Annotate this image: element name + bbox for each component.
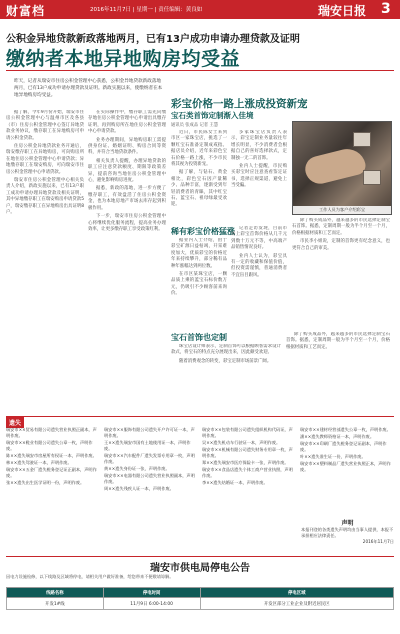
paragraph: 近日，市民陈女士来到市区一家珠宝店，挑选了一颗红宝石准备定制成戒指。据店员介绍，近年来彩色宝石价格一路上涨，不少市民将其视为投资新宠。 <box>171 130 227 168</box>
notice-item: 瑞安市××食品店遗失个体工商户营业执照，声明作废。 <box>202 467 293 478</box>
notice-item: 瑞安市××建材经营部遗失公章一枚，声明作废。 <box>300 427 391 432</box>
table-cell: 开发区部分工业企业及附近居民区 <box>200 598 394 610</box>
statement-box <box>301 521 394 550</box>
notice-item: 瑞安市××塑料制品厂遗失营业执照正本，声明作废。 <box>300 461 391 472</box>
article-lead: 昨天，记者从瑞安市住房公积金管理中心获悉，公积金异地贷款新政落地两月，已有13户成功申请办理贷款及证明。新政实施以来，使缴纳者在本地异地购房均受益。 <box>14 79 163 98</box>
table-header: 线路名称 <box>7 588 104 598</box>
power-outage-notice <box>6 556 394 631</box>
notice-item: 瑞安市××包装有限公司遗失组织机构代码证，声明作废。 <box>202 427 293 438</box>
paragraph: 住房公积金异地贷款业务开通后，瑞安缴存职工在异地购房，可向购房所在地住房公积金管理中心申请贷款；异地缴存职工在瑞安购房，可向瑞安市住房公积金管理中心申请贷款。 <box>6 144 84 175</box>
table-cell: 开发1#线 <box>7 598 104 610</box>
paragraph: 记者走访发现，目前市场上彩宝首饰价格从几千元到数十万元不等，中高端产品销售情况良好。 <box>231 226 287 251</box>
right-column-5 <box>292 218 390 328</box>
article-column-1 <box>6 110 84 410</box>
paragraph: 多家珠宝店负责人表示，彩宝定制业务量较往年增长明显，不少消费者会根据自己的喜好选择款式，定制独一无二的首饰。 <box>231 130 287 161</box>
paragraph: 除了购买成品外，越来越多的市民选择定制宝石首饰。据悉，定制周期一般为半个月至一个月，价格根据材质和工艺而定。 <box>292 218 390 236</box>
table-row <box>7 598 394 610</box>
outage-intro: 因电力设施检修，以下线路及区域将停电，请相关用户做好准备，给您带来不便敬请谅解。 <box>6 574 174 579</box>
paragraph: 据业内人士介绍，由于彩宝矿源日益枯竭，开采难度加大，优质彩宝的价格近年来持续攀升，部分稀有品种年涨幅达到两位数。 <box>171 238 227 269</box>
right-column-1 <box>171 130 227 220</box>
article-headline: 缴纳者本地异地购房均受益 <box>6 48 241 70</box>
right-column-6 <box>171 344 281 410</box>
right-column-4 <box>231 226 287 328</box>
paragraph: 在实际操作中，缴存职工需先向缴存地住房公积金管理中心申请出具缴存证明，再到购房所在地住房公积金管理中心申请贷款。 <box>88 110 166 135</box>
table-cell: 11月9日 6:00-14:00 <box>103 598 200 610</box>
paragraph: 瑞安市住房公积金管理中心相关负责人介绍，新政实施以来，已有13户职工成功申请办理异地贷款及相关证明，其中异地缴存职工在瑞安购房申请贷款5户，瑞安缴存职工在异地购房出具证明8户。 <box>6 178 84 216</box>
headline-divider <box>6 70 394 71</box>
paragraph: 相关负责人提醒，办理异地贷款的职工应注意贷款额度、期限等政策差异，提前咨询当地住房公积金管理中心，避免影响购房进度。 <box>88 158 166 184</box>
statement-title: 声明 <box>341 520 354 527</box>
paragraph: 业内人士提醒，市民购买彩宝时应注意查看鉴定证书，选择正规渠道，避免上当受骗。 <box>231 164 287 189</box>
paragraph: 珠宝店设计师表示，定制首饰可以根据顾客需求设计款式，将宝石的特点充分展现出来，因此颇受欢迎。 <box>171 344 281 356</box>
notices-column-4 <box>300 427 394 517</box>
gem-tray <box>363 170 381 185</box>
photo-caption: 工作人员为客户介绍彩宝 <box>293 206 391 214</box>
paragraph: 在市区某珠宝店，一颗品质上乘的蓝宝石标价数万元，仍吸引不少顾客前来询价。 <box>171 272 227 297</box>
notice-item: 瑞安市××汽车配件厂遗失发票专用章一枚，声明作废。 <box>104 453 195 464</box>
notice-item: 陈××遗失瑞安市房屋所有权证一本，声明作废。 <box>6 453 97 458</box>
section-heading: 稀有彩宝价格猛涨 <box>171 227 235 236</box>
paragraph: 市民李小姐说，定制的首饰更有纪念意义，也更符合自己的审美。 <box>292 239 390 251</box>
notice-item: 瑞安市××贸易有限公司遗失营业执照正副本，声明作废。 <box>6 427 97 438</box>
right-story-title: 彩宝价格一路上涨成投资新宠 <box>171 98 308 110</box>
notice-item: 郑××遗失瑞安市医疗保险卡一张，声明作废。 <box>202 460 289 465</box>
right-column-3 <box>171 238 227 328</box>
notice-item: 张××遗失出生医学证明一份，声明作废。 <box>6 480 85 485</box>
notice-item: 瑞安市××服饰有限公司遗失开户许可证一本，声明作废。 <box>104 427 195 438</box>
notices-column-1 <box>6 427 98 553</box>
paragraph: 业内人士认为，彩宝具有一定的收藏和保值价值，但投资需谨慎，普通消费者不宜盲目跟风。 <box>231 253 287 278</box>
jewelry-photo <box>292 121 392 215</box>
notices-tag: 遗失 <box>6 417 24 428</box>
paragraph: 下一步，瑞安市住房公积金管理中心将继续优化服务流程，提高业务办理效率，让更多缴存职工享受政策红利。 <box>88 214 166 232</box>
notice-item: 瑞安市××五金厂遗失税务登记证正副本，声明作废。 <box>6 467 97 478</box>
right-story-subtitle: 宝石类首饰定制渐入佳境 <box>171 111 254 120</box>
notice-item: 瑞安市××鞋业有限公司遗失公章一枚，声明作废。 <box>6 440 93 451</box>
right-story-byline: 通讯员 张成品 记者 王慧 <box>171 123 219 128</box>
right-column-7 <box>286 332 390 410</box>
notice-item: 吴××遗失机动车行驶证一本，声明作废。 <box>202 440 281 445</box>
notice-item: 叶××遗失准生证一份，声明作废。 <box>300 454 366 459</box>
right-column-2 <box>231 130 287 220</box>
paragraph: 除了购买成品外，越来越多的市民选择定制宝石首饰。据悉，定制周期一般为半个月至一个月，价格根据材质和工艺而定。 <box>286 332 390 350</box>
outage-table <box>6 587 394 610</box>
gem-tray <box>353 132 371 147</box>
article-kicker: 公积金异地贷款新政落地两月，已有13户成功申请办理贷款及证明 <box>6 34 300 45</box>
paragraph: 业务办理期间，异地购房职工需提供身份证、婚姻证明、购房合同等资料，并符合当地贷款条件。 <box>88 137 166 156</box>
notices-column-2 <box>104 427 196 553</box>
page-header <box>0 0 400 19</box>
notice-item: 李××遗失结婚证一本，声明作废。 <box>202 480 268 485</box>
statement-date: 2016年11月7日 <box>362 539 394 544</box>
paragraph: 据悉，新政的落地，进一步方便了缴存职工，有效盘活了住房公积金资金，也为本地房地产市场去库存起到积极作用。 <box>88 186 166 211</box>
section-heading-2: 宝石首饰也定制 <box>171 333 227 342</box>
article-column-2 <box>88 110 166 410</box>
paragraph: 随着消费观念的转变，彩宝定制市场前景广阔。 <box>179 358 272 364</box>
section-title: 财富档 <box>6 4 46 18</box>
paragraph: 据了解，今年9月份开始，瑞安市住房公积金管理中心与温州市区及各县（市）住房公积金管理中心签订异地贷款业务协议，缴存职工在异地购房可申请公积金贷款。 <box>6 110 84 141</box>
table-header-row <box>7 588 394 598</box>
notices-column-3 <box>202 427 294 553</box>
notice-item: 瑞安市××机械有限公司遗失财务专用章一枚，声明作废。 <box>202 447 293 458</box>
outage-title: 瑞安市供电局停电公告 <box>150 563 250 574</box>
notice-item: 瑞安市××印刷厂遗失税务登记证副本，声明作废。 <box>300 441 387 452</box>
page-number: 3 <box>381 1 391 17</box>
hand-shape <box>303 145 368 187</box>
notice-item: 瑞安市××电器有限公司遗失营业执照副本，声明作废。 <box>104 473 195 484</box>
notice-item: 周××遗失残疾人证一本，声明作废。 <box>104 486 174 491</box>
issue-date: 2016年11月7日 | 星期一 | 责任编辑：黄良如 <box>90 7 203 13</box>
table-header: 停电时间 <box>103 588 200 598</box>
table-header: 停电区域 <box>200 588 394 598</box>
paragraph: 据了解，与钻石、黄金相比，彩色宝石因产量稀少、品种丰富，逐渐受到年轻消费者的青睐，其中红宝石、蓝宝石、祖母绿最受欢迎。 <box>171 170 227 208</box>
notice-item: 王××遗失瑞安市国有土地使用证一本，声明作废。 <box>104 440 191 451</box>
notice-item: 林××遗失驾驶证一本，声明作废。 <box>6 460 72 465</box>
notice-item: 黄××遗失身份证一张，声明作废。 <box>104 466 170 471</box>
notice-item: 潘××遗失教师资格证一本，声明作废。 <box>300 434 375 439</box>
newspaper-logo: 瑞安日报 <box>318 4 367 18</box>
statement-body: 本报刊登的各类遗失声明均由当事人提供，本报不承担相应法律责任。 <box>301 527 394 538</box>
